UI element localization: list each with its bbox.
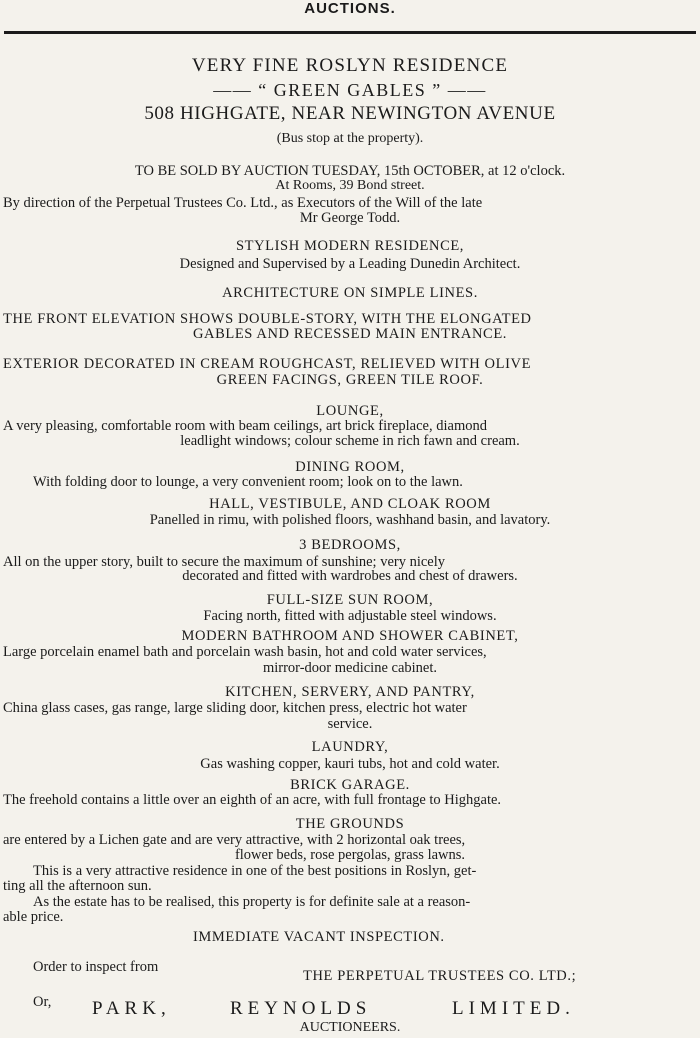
lounge-heading: LOUNGE, — [316, 403, 384, 419]
sale-line: TO BE SOLD BY AUCTION TUESDAY, 15th OCTOBER, at 12 o'clock. — [134, 163, 566, 179]
lounge-line-1: A very pleasing, comfortable room with beam ceilings, art brick fireplace, diamond — [3, 418, 487, 434]
bathroom-line-2: mirror-door medicine cabinet. — [262, 660, 438, 676]
laundry-line-1: Gas washing copper, kauri tubs, hot and cold water. — [200, 756, 500, 772]
dining-line-1: With folding door to lounge, a very convenient room; look on to the lawn. — [33, 474, 463, 490]
ad-title: VERY FINE ROSLYN RESIDENCE — [191, 55, 509, 76]
exterior-line-2: GREEN FACINGS, GREEN TILE ROOF. — [216, 372, 484, 388]
kitchen-heading: KITCHEN, SERVERY, AND PANTRY, — [225, 684, 475, 700]
direction-line-2: Mr George Todd. — [299, 210, 401, 226]
grounds-line-1: are entered by a Lichen gate and are very attractive, with 2 horizontal oak trees, — [3, 832, 466, 848]
section-header: AUCTIONS. — [304, 0, 396, 17]
header-rule — [4, 31, 696, 34]
elevation-line-2: GABLES AND RECESSED MAIN ENTRANCE. — [192, 326, 508, 342]
bedrooms-heading: 3 BEDROOMS, — [299, 537, 401, 553]
bedrooms-line-2: decorated and fitted with wardrobes and chest of drawers. — [182, 568, 518, 584]
estate-line-2: able price. — [3, 909, 64, 925]
kitchen-line-1: China glass cases, gas range, large sliding door, kitchen press, electric hot water — [3, 700, 467, 716]
grounds-line-2: flower beds, rose pergolas, grass lawns. — [234, 847, 466, 863]
sun-room-line-1: Facing north, fitted with adjustable steel windows. — [203, 608, 497, 624]
inspection-heading: IMMEDIATE VACANT INSPECTION. — [193, 929, 445, 945]
architecture-heading: ARCHITECTURE ON SIMPLE LINES. — [222, 285, 478, 301]
estate-line-1: As the estate has to be realised, this property is for definite sale at a reason- — [33, 894, 471, 910]
position-line-2: ting all the afternoon sun. — [3, 878, 152, 894]
hall-heading: HALL, VESTIBULE, AND CLOAK ROOM — [209, 496, 491, 512]
garage-line-1: The freehold contains a little over an eighth of an acre, with full frontage to Highgate. — [3, 792, 502, 808]
dining-heading: DINING ROOM, — [295, 459, 405, 475]
rooms-line: At Rooms, 39 Bond street. — [275, 178, 425, 193]
bathroom-line-1: Large porcelain enamel bath and porcelain wash basin, hot and cold water services, — [3, 644, 487, 660]
direction-line-1: By direction of the Perpetual Trustees Co. Ltd., as Executors of the Will of the late — [3, 195, 483, 211]
hall-line-1: Panelled in rimu, with polished floors, washhand basin, and lavatory. — [149, 512, 551, 528]
residence-text: Designed and Supervised by a Leading Dunedin Architect. — [179, 256, 521, 272]
laundry-heading: LAUNDRY, — [311, 739, 389, 755]
position-line-1: This is a very attractive residence in one of the best positions in Roslyn, get- — [33, 863, 477, 879]
or-label: Or, — [33, 994, 52, 1010]
bedrooms-line-1: All on the upper story, built to secure the maximum of sunshine; very nicely — [3, 554, 446, 570]
elevation-line-1: THE FRONT ELEVATION SHOWS DOUBLE-STORY, WITH THE ELONGATED — [3, 311, 532, 327]
exterior-line-1: EXTERIOR DECORATED IN CREAM ROUGHCAST, RELIEVED WITH OLIVE — [3, 356, 532, 372]
auctioneers-label: AUCTIONEERS. — [299, 1020, 401, 1035]
trustees-name: THE PERPETUAL TRUSTEES CO. LTD.; — [303, 968, 577, 984]
grounds-heading: THE GROUNDS — [295, 816, 405, 832]
kitchen-line-2: service. — [327, 716, 373, 732]
lounge-line-2: leadlight windows; colour scheme in rich fawn and cream. — [180, 433, 520, 449]
garage-heading: BRICK GARAGE. — [290, 777, 410, 793]
order-label: Order to inspect from — [33, 959, 159, 975]
firm-name-2: REYNOLDS — [230, 998, 372, 1019]
bathroom-heading: MODERN BATHROOM AND SHOWER CABINET, — [181, 628, 519, 644]
sun-room-heading: FULL-SIZE SUN ROOM, — [266, 592, 434, 608]
residence-heading: STYLISH MODERN RESIDENCE, — [235, 238, 465, 254]
ad-house-name: —— “ GREEN GABLES ” —— — [213, 80, 487, 100]
firm-name-1: PARK, — [92, 998, 171, 1019]
bus-note: (Bus stop at the property). — [276, 131, 424, 146]
firm-name-3: LIMITED. — [452, 998, 575, 1019]
ad-address: 508 HIGHGATE, NEAR NEWINGTON AVENUE — [144, 103, 556, 124]
